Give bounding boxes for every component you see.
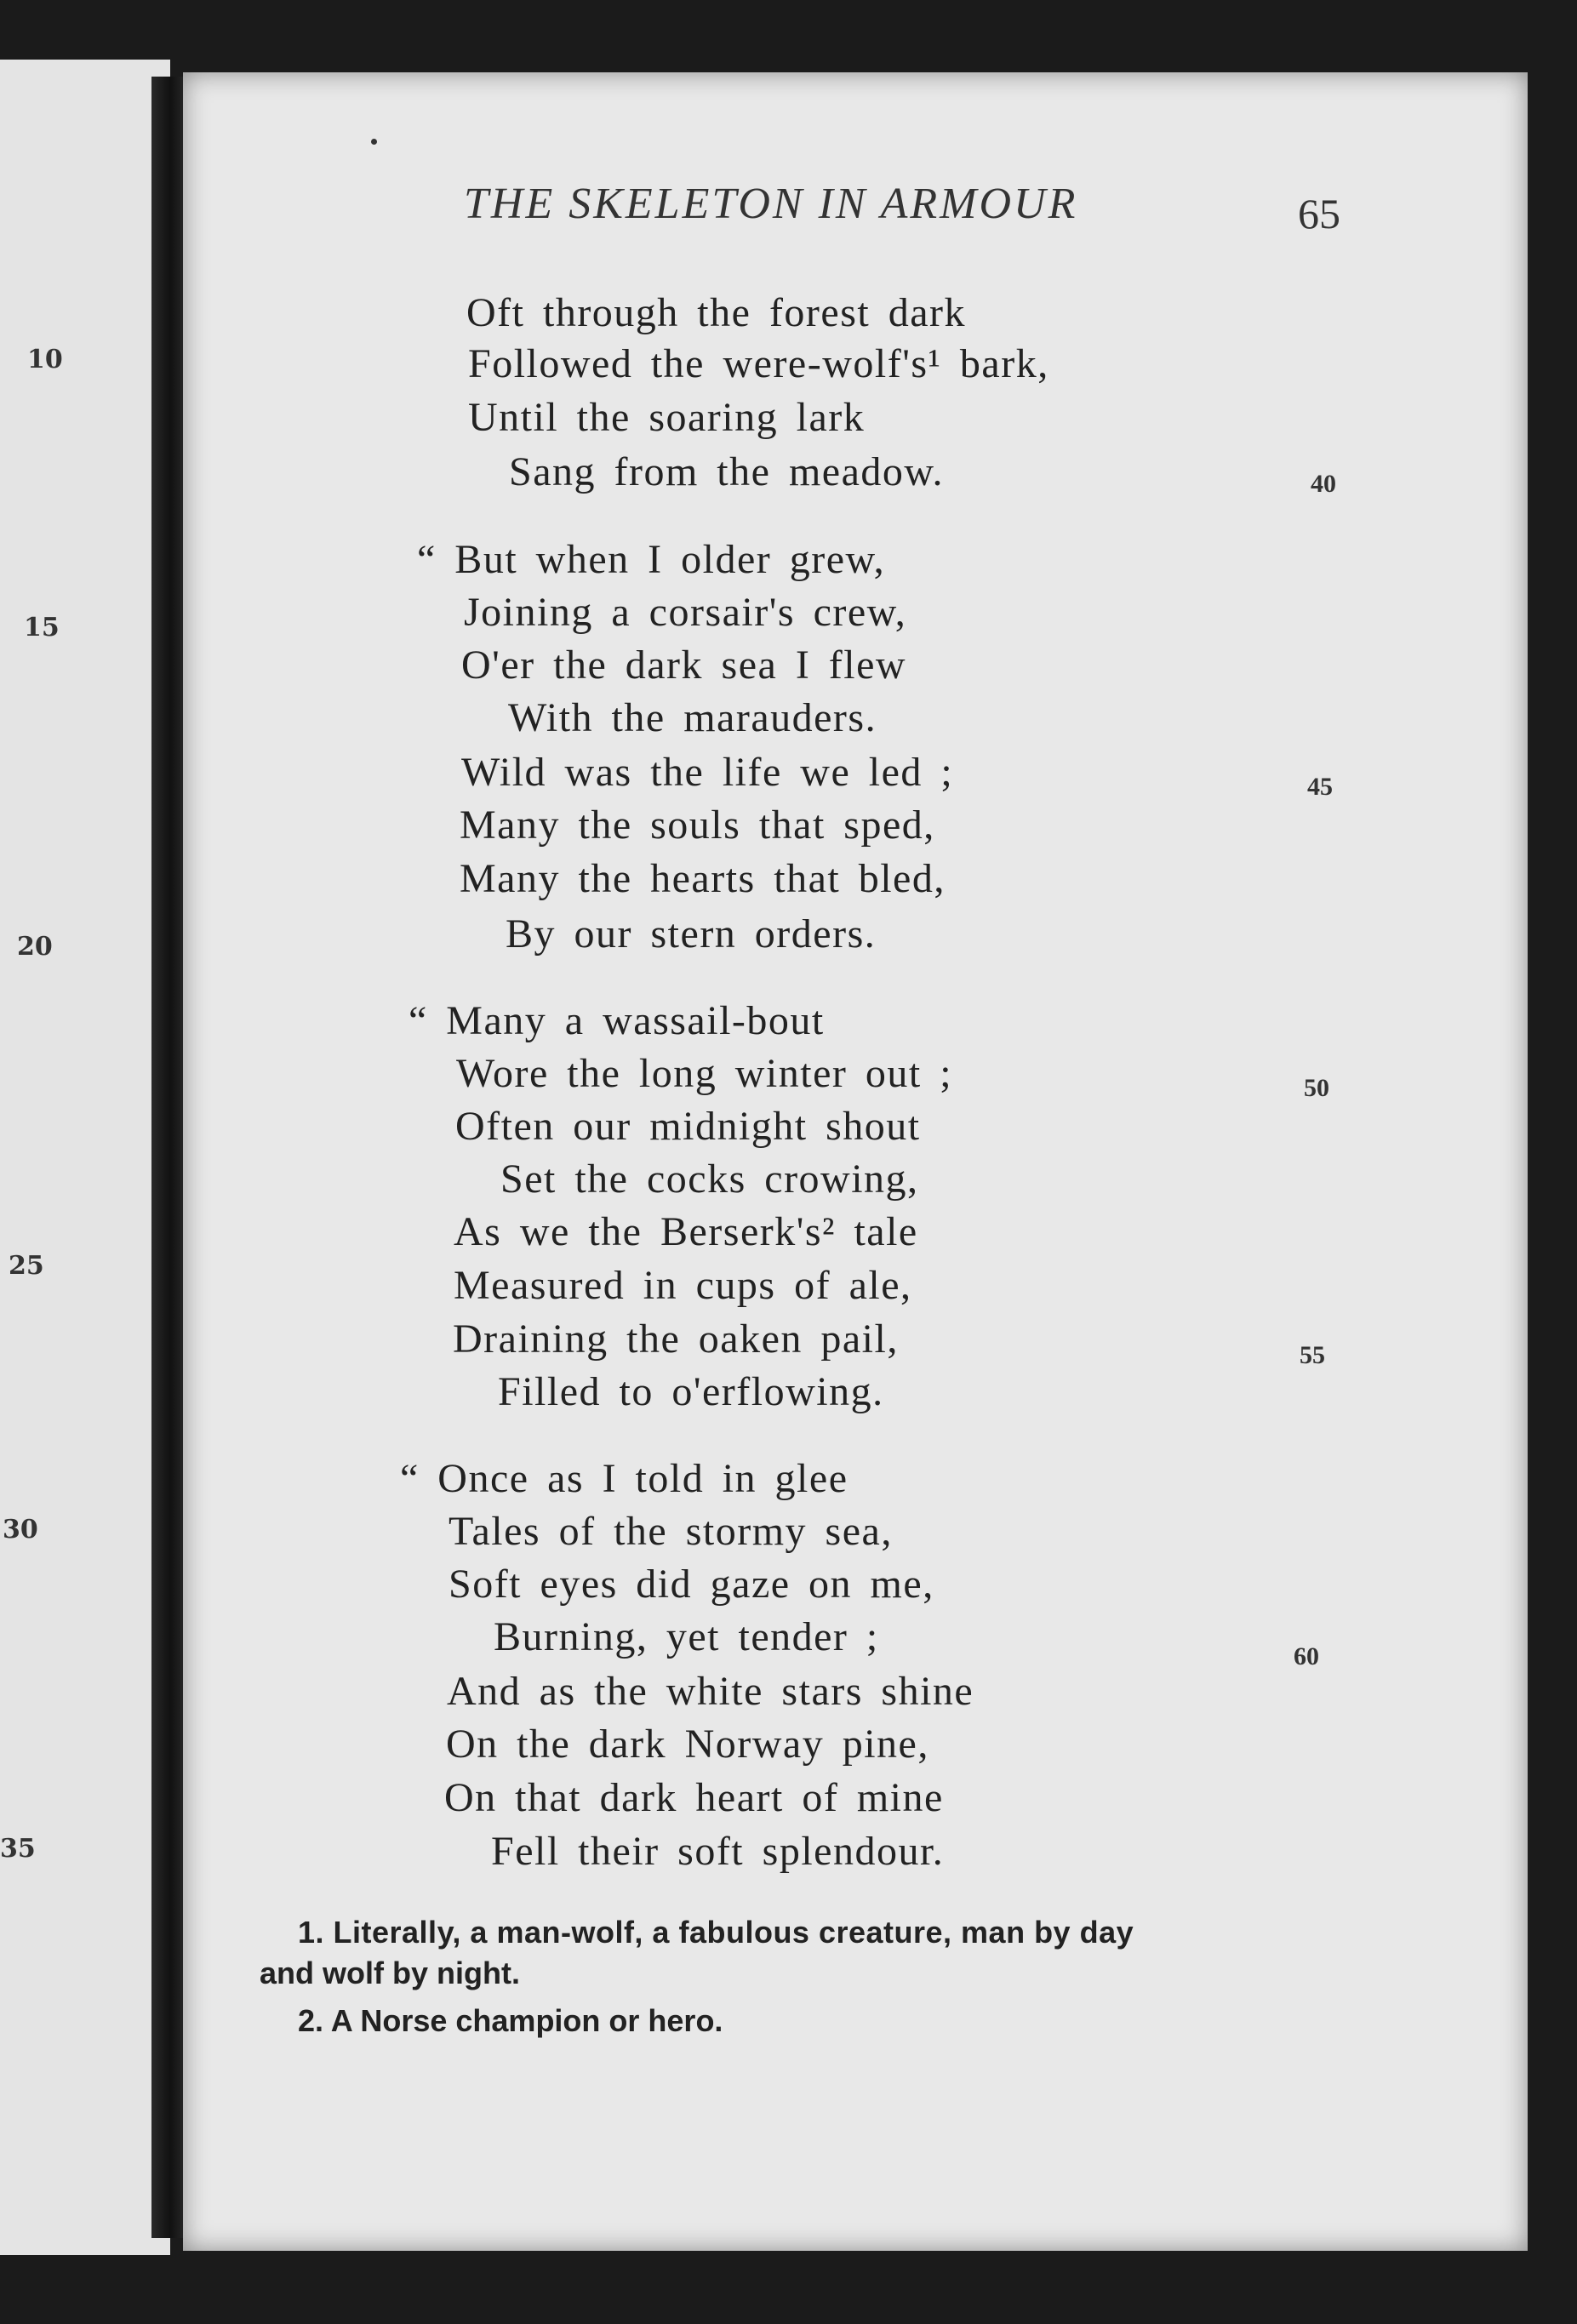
poem-line: Set the cocks crowing, (500, 1156, 919, 1202)
poem-line: “ But when I older grew, (417, 537, 886, 582)
poem-line: Measured in cups of ale, (454, 1263, 912, 1308)
poem-line: Many the hearts that bled, (460, 856, 946, 901)
poem-line: Soft eyes did gaze on me, (449, 1562, 934, 1607)
footnote-1-continuation: and wolf by night. (260, 1956, 520, 1990)
poem-line: On that dark heart of mine (444, 1775, 944, 1820)
facing-line-number: 35 (0, 1834, 36, 1864)
line-number: 40 (1311, 470, 1336, 498)
poem-line: Followed the were-wolf's¹ bark, (468, 341, 1049, 386)
poem-line: Burning, yet tender ; (494, 1614, 879, 1659)
poem-line: And as the white stars shine (447, 1669, 974, 1714)
facing-line-number: 25 (9, 1251, 44, 1281)
poem-line: Until the soaring lark (468, 395, 866, 440)
facing-line-number: 15 (24, 613, 60, 642)
poem-line: On the dark Norway pine, (446, 1722, 929, 1767)
poem-line: Often our midnight shout (455, 1104, 921, 1149)
facing-line-number: 20 (17, 932, 53, 962)
footnote-2: 2. A Norse champion or hero. (298, 2003, 723, 2038)
ink-speck (371, 139, 377, 145)
facing-page (0, 60, 170, 2255)
facing-line-number: 10 (27, 345, 63, 374)
poem-line: Wild was the life we led ; (461, 750, 954, 795)
poem-line: O'er the dark sea I flew (461, 642, 907, 688)
poem-line: Draining the oaken pail, (453, 1316, 899, 1362)
facing-line-number: 30 (3, 1515, 38, 1545)
line-number: 60 (1294, 1642, 1319, 1670)
poem-line: Tales of the stormy sea, (449, 1509, 893, 1554)
poem-line: Fell their soft splendour. (491, 1829, 945, 1874)
running-header: THE SKELETON IN ARMOUR (464, 180, 1078, 228)
poem-line: “ Once as I told in glee (400, 1456, 848, 1501)
poem-line: Filled to o'erflowing. (498, 1369, 884, 1414)
poem-line: By our stern orders. (506, 911, 877, 956)
line-number: 50 (1304, 1074, 1329, 1102)
poem-line: Wore the long winter out ; (456, 1051, 953, 1096)
line-number: 55 (1300, 1341, 1325, 1369)
poem-line: Joining a corsair's crew, (464, 590, 907, 635)
poem-line: Sang from the meadow. (509, 449, 944, 494)
footnote-1: 1. Literally, a man-wolf, a fabulous creature, man by day (298, 1915, 1134, 1950)
poem-line: Many the souls that sped, (460, 802, 935, 848)
poem-line: As we the Berserk's² tale (454, 1209, 918, 1254)
poem-line: Oft through the forest dark (466, 290, 967, 335)
line-number: 45 (1307, 773, 1333, 801)
page-number: 65 (1298, 190, 1340, 237)
poem-line: With the marauders. (508, 695, 877, 740)
poem-line: “ Many a wassail-bout (409, 998, 825, 1043)
